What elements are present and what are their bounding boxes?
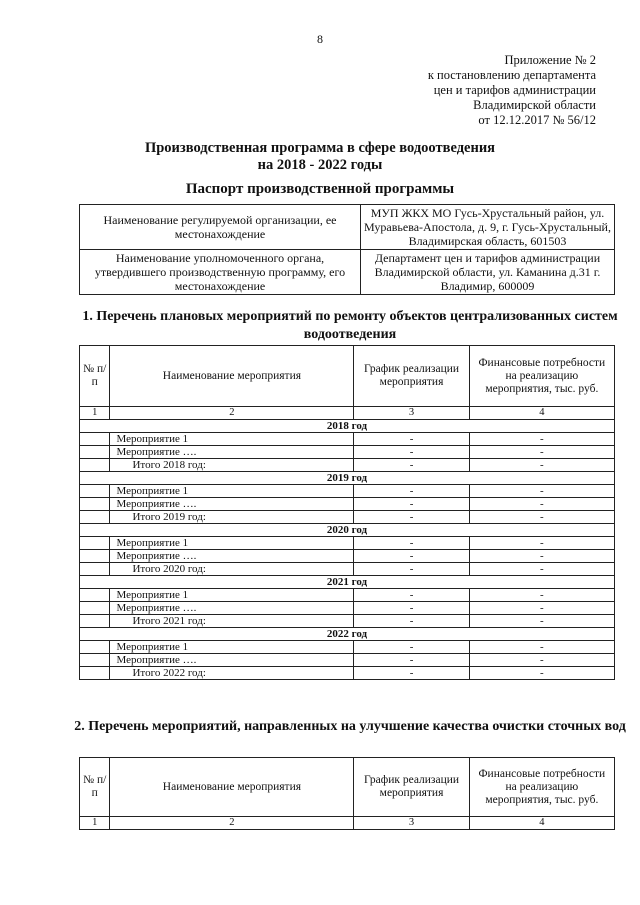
year-label: 2018 год xyxy=(80,420,615,433)
appendix-line: цен и тарифов администрации xyxy=(433,83,596,97)
row-number xyxy=(80,446,110,459)
activity-name: Мероприятие …. xyxy=(110,446,354,459)
year-row xyxy=(80,472,615,485)
activity-name: Мероприятие …. xyxy=(110,654,354,667)
column-number-row xyxy=(80,817,615,830)
year-row xyxy=(80,576,615,589)
table-row xyxy=(80,433,615,446)
schedule-value: - xyxy=(354,589,469,602)
schedule-value: - xyxy=(354,498,469,511)
passport-row xyxy=(80,205,615,250)
row-number xyxy=(80,537,110,550)
table-row xyxy=(80,589,615,602)
table-row xyxy=(80,446,615,459)
appendix-line: к постановлению департамента xyxy=(427,68,596,82)
year-rows xyxy=(80,420,615,680)
year-label: 2021 год xyxy=(80,576,615,589)
finance-value: - xyxy=(469,511,614,524)
repair-activities-table xyxy=(79,345,615,680)
table-header-row xyxy=(80,346,615,407)
document-title-line: Производственная программа в сфере водоотведения xyxy=(144,140,496,156)
total-label: Итого 2019 год: xyxy=(110,511,354,524)
year-label: 2019 год xyxy=(80,472,615,485)
finance-value: - xyxy=(469,550,614,563)
activity-name: Мероприятие 1 xyxy=(110,641,354,654)
passport-label: Наименование регулируемой организации, ее местонахождение xyxy=(80,205,361,250)
activity-name: Мероприятие …. xyxy=(110,498,354,511)
table-row xyxy=(80,602,615,615)
activity-name: Мероприятие …. xyxy=(110,550,354,563)
document-title-line: на 2018 - 2022 годы xyxy=(257,157,383,173)
row-number xyxy=(80,602,110,615)
total-label: Итого 2018 год: xyxy=(110,459,354,472)
row-number xyxy=(80,589,110,602)
header-number: № п/п xyxy=(80,346,110,407)
schedule-value: - xyxy=(354,563,469,576)
finance-value: - xyxy=(469,589,614,602)
appendix-line: Приложение № 2 xyxy=(504,53,596,67)
activity-name: Мероприятие 1 xyxy=(110,589,354,602)
finance-value: - xyxy=(469,485,614,498)
header-schedule: График реализации мероприятия xyxy=(354,346,469,407)
activity-name: Мероприятие 1 xyxy=(110,485,354,498)
table-header-row xyxy=(80,758,615,817)
finance-value: - xyxy=(469,433,614,446)
row-number xyxy=(80,654,110,667)
year-label: 2022 год xyxy=(80,628,615,641)
page-number: 8 xyxy=(317,32,323,46)
row-number xyxy=(80,433,110,446)
finance-value: - xyxy=(469,641,614,654)
schedule-value: - xyxy=(354,446,469,459)
row-number xyxy=(80,459,110,472)
header-activity-name: Наименование мероприятия xyxy=(110,758,354,817)
year-row xyxy=(80,420,615,433)
header-schedule: График реализации мероприятия xyxy=(354,758,469,817)
total-row xyxy=(80,511,615,524)
schedule-value: - xyxy=(354,602,469,615)
table-row xyxy=(80,654,615,667)
row-number xyxy=(80,615,110,628)
document-title xyxy=(0,140,640,174)
row-number xyxy=(80,667,110,680)
row-number xyxy=(80,563,110,576)
schedule-value: - xyxy=(354,433,469,446)
header-activity-name: Наименование мероприятия xyxy=(110,346,354,407)
passport-value: МУП ЖКХ МО Гусь-Хрустальный район, ул. Муравьева-Апостола, д. 9, г. Гусь-Хрустальный, Владимирская область, 601503 xyxy=(361,205,615,250)
schedule-value: - xyxy=(354,511,469,524)
column-number: 3 xyxy=(354,407,469,420)
schedule-value: - xyxy=(354,641,469,654)
header-number: № п/п xyxy=(80,758,110,817)
schedule-value: - xyxy=(354,485,469,498)
passport-title: Паспорт производственной программы xyxy=(185,181,455,197)
column-number: 1 xyxy=(80,407,110,420)
finance-value: - xyxy=(469,537,614,550)
passport-value: Департамент цен и тарифов администрации Владимирской области, ул. Каманина д.31 г. Владимир, 600009 xyxy=(361,250,615,295)
year-label: 2020 год xyxy=(80,524,615,537)
schedule-value: - xyxy=(354,537,469,550)
section-1-title: 1. Перечень плановых мероприятий по ремонту объектов централизованных систем водоотведения xyxy=(82,309,618,342)
total-row xyxy=(80,615,615,628)
appendix-line: Владимирской области xyxy=(473,98,596,112)
schedule-value: - xyxy=(354,459,469,472)
finance-value: - xyxy=(469,654,614,667)
schedule-value: - xyxy=(354,654,469,667)
year-row xyxy=(80,524,615,537)
schedule-value: - xyxy=(354,550,469,563)
finance-value: - xyxy=(469,563,614,576)
section-2-title: 2. Перечень мероприятий, направленных на улучшение качества очистки сточных вод xyxy=(74,719,626,734)
finance-value: - xyxy=(469,667,614,680)
row-number xyxy=(80,498,110,511)
row-number xyxy=(80,485,110,498)
activity-name: Мероприятие …. xyxy=(110,602,354,615)
passport-row xyxy=(80,250,615,295)
total-row xyxy=(80,563,615,576)
year-row xyxy=(80,628,615,641)
column-number: 4 xyxy=(469,407,614,420)
column-number: 2 xyxy=(110,817,354,830)
column-number: 1 xyxy=(80,817,110,830)
total-row xyxy=(80,459,615,472)
table-row xyxy=(80,537,615,550)
finance-value: - xyxy=(469,498,614,511)
column-number: 3 xyxy=(354,817,469,830)
passport-table xyxy=(79,204,615,295)
header-finance: Финансовые потребности на реализацию мероприятия, тыс. руб. xyxy=(469,758,614,817)
activity-name: Мероприятие 1 xyxy=(110,537,354,550)
appendix-line: от 12.12.2017 № 56/12 xyxy=(478,113,596,127)
column-number: 2 xyxy=(110,407,354,420)
row-number xyxy=(80,511,110,524)
total-row xyxy=(80,667,615,680)
quality-activities-table xyxy=(79,757,615,830)
table-row xyxy=(80,498,615,511)
finance-value: - xyxy=(469,459,614,472)
table-row xyxy=(80,641,615,654)
total-label: Итого 2021 год: xyxy=(110,615,354,628)
table-row xyxy=(80,485,615,498)
passport-label: Наименование уполномоченного органа, утвердившего производственную программу, его местонахождение xyxy=(80,250,361,295)
schedule-value: - xyxy=(354,667,469,680)
header-finance: Финансовые потребности на реализацию мероприятия, тыс. руб. xyxy=(469,346,614,407)
table-row xyxy=(80,550,615,563)
finance-value: - xyxy=(469,602,614,615)
row-number xyxy=(80,641,110,654)
total-label: Итого 2022 год: xyxy=(110,667,354,680)
appendix-block xyxy=(366,53,596,128)
total-label: Итого 2020 год: xyxy=(110,563,354,576)
column-number-row xyxy=(80,407,615,420)
column-number: 4 xyxy=(469,817,614,830)
activity-name: Мероприятие 1 xyxy=(110,433,354,446)
row-number xyxy=(80,550,110,563)
schedule-value: - xyxy=(354,615,469,628)
finance-value: - xyxy=(469,615,614,628)
finance-value: - xyxy=(469,446,614,459)
